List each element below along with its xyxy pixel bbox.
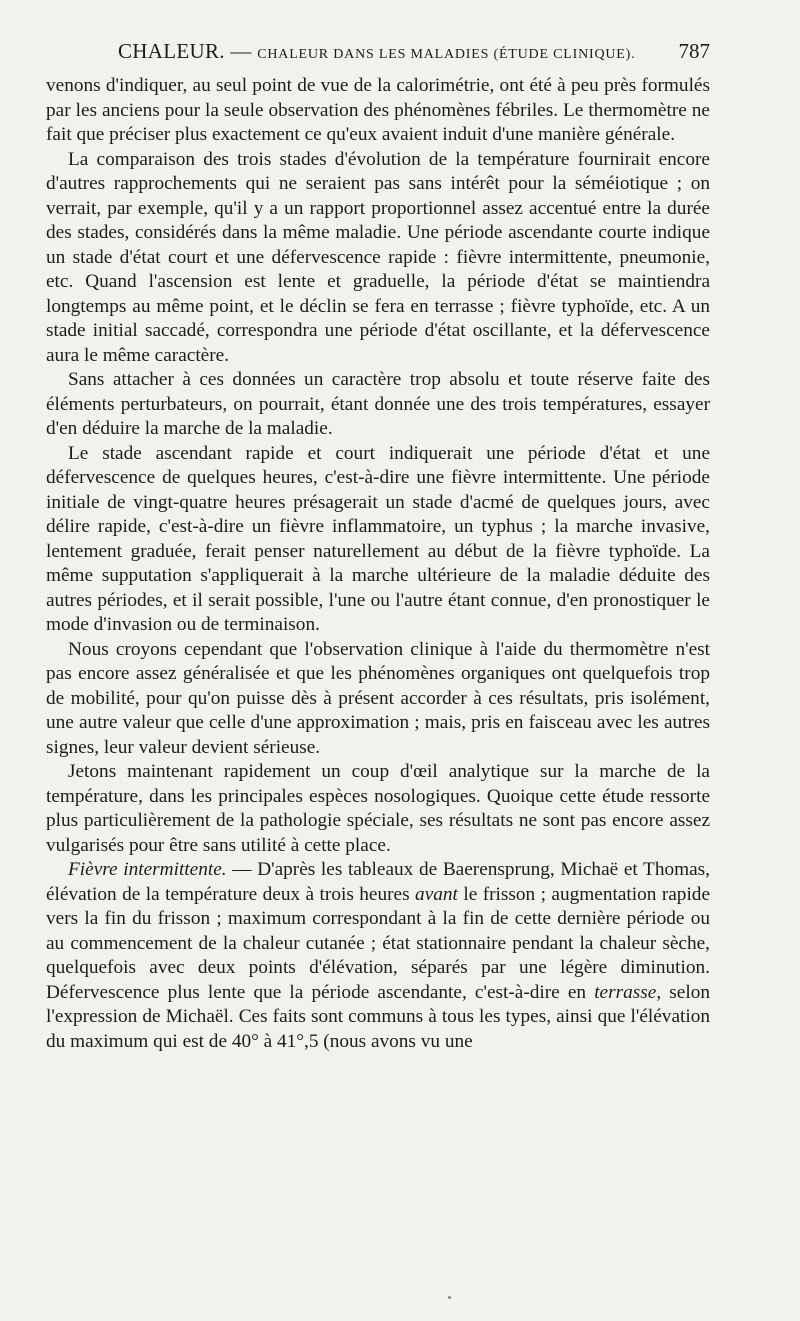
paragraph-7-part-1: — D'après les tableaux de Baerensprung, Michaë et Thomas, élévation de la température deux à trois heures <box>46 859 710 905</box>
paragraph-1: venons d'indiquer, au seul point de vue de la calorimétrie, ont été à peu près formulés par les anciens pour la seule observation des phénomènes fébriles. Le thermomètre ne fait que préciser plus exactement ce qu'eux avaient induit d'une manière générale. <box>46 75 710 145</box>
paragraph-3: Sans attacher à ces données un caractère trop absolu et toute réserve faite des éléments perturbateurs, on pourrait, étant donnée une des trois températures, essayer d'en déduire la marche de la maladie. <box>46 369 710 439</box>
emphasis-avant: avant <box>415 883 458 905</box>
print-mark <box>448 1296 451 1299</box>
title-main: CHALEUR. <box>118 39 225 63</box>
paragraph-6: Jetons maintenant rapidement un coup d'œil analytique sur la marche de la température, dans les principales espèces nosologiques. Quoique cette étude ressorte plus particulièrement de la pathologie spéciale, ses résultats ne sont pas encore assez vulgarisés pour être sans utilité à cette place. <box>46 761 710 856</box>
paragraph-7-part-2: le frisson ; augmentation rapide vers la fin du frisson ; maximum correspondant à la fin de cette dernière période ou au commencement de la chaleur cutanée ; état stationnaire pendant la chaleur sèche, quelquefois avec deux points d'élévation, séparés par une légère diminution. Défervescence plus lente que la période ascendante, c'est-à-dire en <box>46 883 710 1003</box>
paragraph-4: Le stade ascendant rapide et court indiquerait une période d'état et une défervescence de quelques heures, c'est-à-dire une fièvre intermittente. Une période initiale de vingt-quatre heures présagerait un stade d'acmé de quelques jours, avec délire rapide, c'est-à-dire un fièvre inflammatoire, un typhus ; la marche invasive, lentement graduée, ferait penser naturellement au début de la fièvre typhoïde. La même supputation s'appliquerait à la marche ultérieure de la maladie déduite des autres périodes, et il serait possible, l'une ou l'autre étant connue, d'en pronostiquer le mode d'invasion ou de terminaison. <box>46 442 710 635</box>
page-number: 787 <box>678 39 710 63</box>
paragraph-5: Nous croyons cependant que l'observation clinique à l'aide du thermomètre n'est pas encore assez généralisée et que les phénomènes organiques ont quelquefois trop de mobilité, pour qu'on puisse dès à présent accorder à ces résultats, pris isolément, une autre valeur que celle d'une approximation ; mais, pris en faisceau avec les autres signes, leur valeur devient sérieuse. <box>46 638 710 758</box>
title-dash: — <box>224 39 258 63</box>
section-lead: Fièvre intermittente. <box>68 859 227 880</box>
emphasis-terrasse: terrasse <box>594 981 657 1003</box>
running-title <box>118 36 635 70</box>
paragraph-2: La comparaison des trois stades d'évolution de la température fournirait encore d'autres rapprochements qui ne seraient pas sans intérêt pour la séméiotique ; on verrait, par exemple, qu'il y a un rapport proportionnel assez accentué entre la durée des stades, considérés dans la même maladie. Une période ascendante courte indique un stade d'état court et une défervescence rapide : fièvre intermittente, pneumonie, etc. Quand l'ascension est lente et graduelle, la période d'état se maintiendra longtemps au même point, et le déclin se fera en terrasse ; fièvre typhoïde, etc. A un stade initial saccadé, correspondra une période d'état oscillante, et la défervescence aura le même caractère. <box>46 148 710 366</box>
title-rest: CHALEUR DANS LES MALADIES (ÉTUDE CLINIQUE). <box>257 47 636 62</box>
paragraph-7-part-3: , selon l'expression de Michaël. Ces faits sont communs à tous les types, ainsi que l'élévation du maximum qui est de 40° à 41°,5 (nous avons vu une <box>46 981 710 1052</box>
paragraph-7 <box>46 858 710 1054</box>
body-text <box>46 74 710 1054</box>
running-header <box>46 36 712 66</box>
